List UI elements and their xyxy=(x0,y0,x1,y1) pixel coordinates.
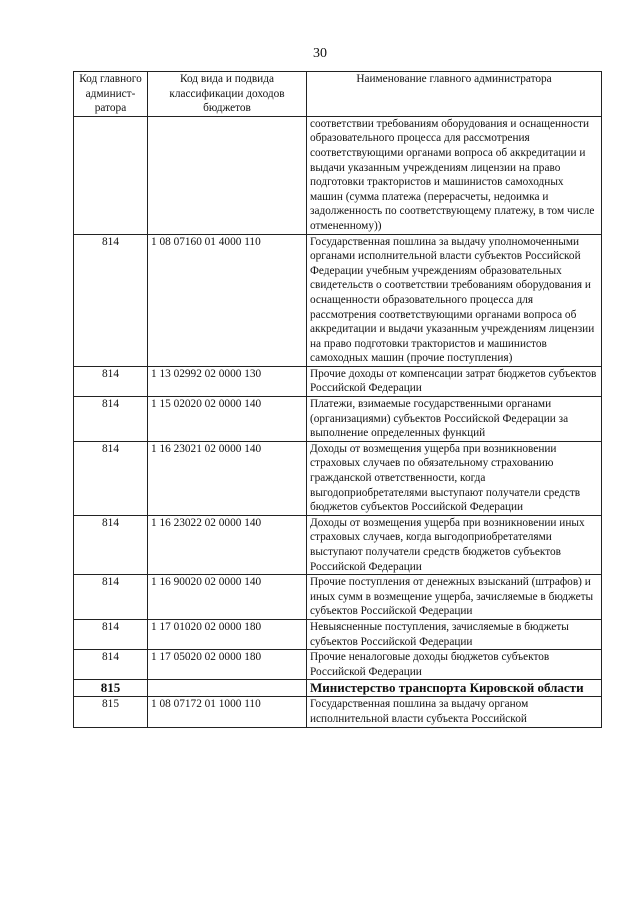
admin-code-cell: 815 xyxy=(74,697,148,727)
admin-code-cell: 814 xyxy=(74,234,148,366)
table-row xyxy=(74,116,602,234)
header-income-code: Код вида и подвида классификации доходов бюджетов xyxy=(148,72,307,117)
table-row xyxy=(74,366,602,396)
admin-name-cell: Министерство транспорта Кировской области xyxy=(307,680,602,697)
admin-code-cell: 814 xyxy=(74,619,148,649)
table-row xyxy=(74,575,602,620)
admin-code-cell: 814 xyxy=(74,441,148,515)
admin-name-cell: Государственная пошлина за выдачу уполномоченными органами исполнительной власти субъектов Российской Федерации учебным учреждениям образовательных свидетельств о соответствии требованиям оборудования и оснащенности образовательного процесса для рассмотрения соответствующими органами вопроса об аккредитации и выдачи указанным учреждениям лицензии на право подготовки трактористов и машинистов самоходных машин (прочие поступления) xyxy=(307,234,602,366)
admin-name-cell: соответствии требованиям оборудования и оснащенности образовательного процесса для рассмотрения соответствующими органами вопроса об аккредитации и выдачи указанным учреждениям лицензии на право подготовки трактористов и машинистов самоходных машин (сумма платежа (перерасчеты, недоимка и задолженность по соответствующему платежу, в том числе отмененному)) xyxy=(307,116,602,234)
admin-code-cell: 814 xyxy=(74,575,148,620)
admin-name-cell: Невыясненные поступления, зачисляемые в бюджеты субъектов Российской Федерации xyxy=(307,619,602,649)
table-header-row xyxy=(74,72,602,117)
page-number: 30 xyxy=(313,46,327,61)
income-code-cell: 1 08 07160 01 4000 110 xyxy=(148,234,307,366)
table-row xyxy=(74,515,602,574)
admin-code-cell: 814 xyxy=(74,366,148,396)
income-code-cell xyxy=(148,680,307,697)
income-code-cell: 1 08 07172 01 1000 110 xyxy=(148,697,307,727)
admin-name-cell: Платежи, взимаемые государственными органами (организациями) субъектов Российской Федерации за выполнение определенных функций xyxy=(307,397,602,442)
admin-code-cell xyxy=(74,116,148,234)
income-code-cell: 1 17 01020 02 0000 180 xyxy=(148,619,307,649)
income-code-cell: 1 13 02992 02 0000 130 xyxy=(148,366,307,396)
header-admin-code: Код главного админист-ратора xyxy=(74,72,148,117)
admin-name-cell: Государственная пошлина за выдачу органом исполнительной власти субъекта Российской xyxy=(307,697,602,727)
admin-name-cell: Доходы от возмещения ущерба при возникновении страховых случаев по обязательному страхованию гражданской ответственности, когда выгодоприобретателями выступают получатели средств бюджетов субъектов Российской Федерации xyxy=(307,441,602,515)
admin-code-cell: 815 xyxy=(74,680,148,697)
table-row xyxy=(74,619,602,649)
admin-name-cell: Прочие поступления от денежных взысканий (штрафов) и иных сумм в возмещение ущерба, зачисляемые в бюджеты субъектов Российской Федерации xyxy=(307,575,602,620)
income-code-cell: 1 15 02020 02 0000 140 xyxy=(148,397,307,442)
revenue-administrators-table xyxy=(73,71,602,728)
table-row xyxy=(74,680,602,697)
income-code-cell: 1 16 23022 02 0000 140 xyxy=(148,515,307,574)
admin-code-cell: 814 xyxy=(74,650,148,680)
income-code-cell: 1 17 05020 02 0000 180 xyxy=(148,650,307,680)
admin-name-cell: Доходы от возмещения ущерба при возникновении иных страховых случаев, когда выгодоприобретателями выступают получатели средств бюджетов субъектов Российской Федерации xyxy=(307,515,602,574)
header-admin-name: Наименование главного администратора xyxy=(307,72,602,117)
table-row xyxy=(74,697,602,727)
admin-name-cell: Прочие доходы от компенсации затрат бюджетов субъектов Российской Федерации xyxy=(307,366,602,396)
admin-name-cell: Прочие неналоговые доходы бюджетов субъектов Российской Федерации xyxy=(307,650,602,680)
table-row xyxy=(74,650,602,680)
admin-code-cell: 814 xyxy=(74,397,148,442)
income-code-cell: 1 16 23021 02 0000 140 xyxy=(148,441,307,515)
table-row xyxy=(74,234,602,366)
admin-code-cell: 814 xyxy=(74,515,148,574)
table-row xyxy=(74,397,602,442)
income-code-cell: 1 16 90020 02 0000 140 xyxy=(148,575,307,620)
table-row xyxy=(74,441,602,515)
income-code-cell xyxy=(148,116,307,234)
